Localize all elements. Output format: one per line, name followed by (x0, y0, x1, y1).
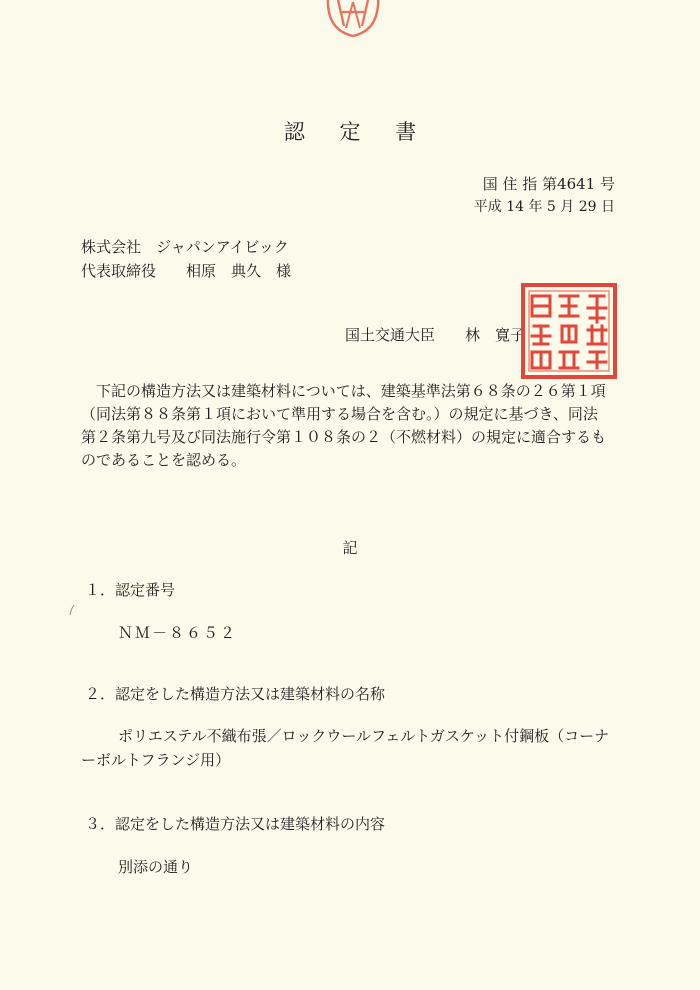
material-contents: 別添の通り (118, 858, 194, 876)
official-seal-icon (520, 282, 618, 380)
recipient-person: 代表取締役 相原 典久 様 (81, 262, 292, 280)
item-heading: ２．認定をした構造方法又は建築材料の名称 (85, 685, 386, 703)
statement-line: （同法第８８条第１項において準用する場合を含む。）の規定に基づき、同法 (81, 405, 598, 423)
recipient-company: 株式会社 ジャパンアイビック (81, 238, 289, 256)
statement-line: 下記の構造方法又は建築材料については、建築基準法第６８条の２６第１項 (81, 382, 606, 400)
item-heading: １．認定番号 (85, 581, 176, 599)
document-number: 国 住 指 第4641 号 (482, 175, 615, 193)
certification-statement (81, 380, 621, 472)
material-name-line: ポリエステル不織布張／ロックウールフェルトガスケット付鋼板（コーナ (118, 727, 610, 745)
statement-line: のであることを認める。 (81, 451, 247, 469)
stray-ink-mark (68, 604, 76, 616)
document-title: 認 定 書 (283, 120, 431, 144)
statement-line: 第２条第九号及び同法施行令第１０８条の２（不燃材料）の規定に適合するも (81, 428, 607, 446)
item-heading: ３．認定をした構造方法又は建築材料の内容 (85, 815, 386, 833)
issue-date: 平成 14 年 5 月 29 日 (473, 199, 615, 215)
material-name-line: ーボルトフランジ用） (81, 751, 231, 769)
issuer-name: 国土交通大臣 林 寛子 (345, 326, 526, 344)
certification-number: ＮＭ－８６５２ (118, 624, 238, 642)
ministry-emblem-icon (322, 0, 384, 42)
section-marker: 記 (342, 539, 358, 557)
